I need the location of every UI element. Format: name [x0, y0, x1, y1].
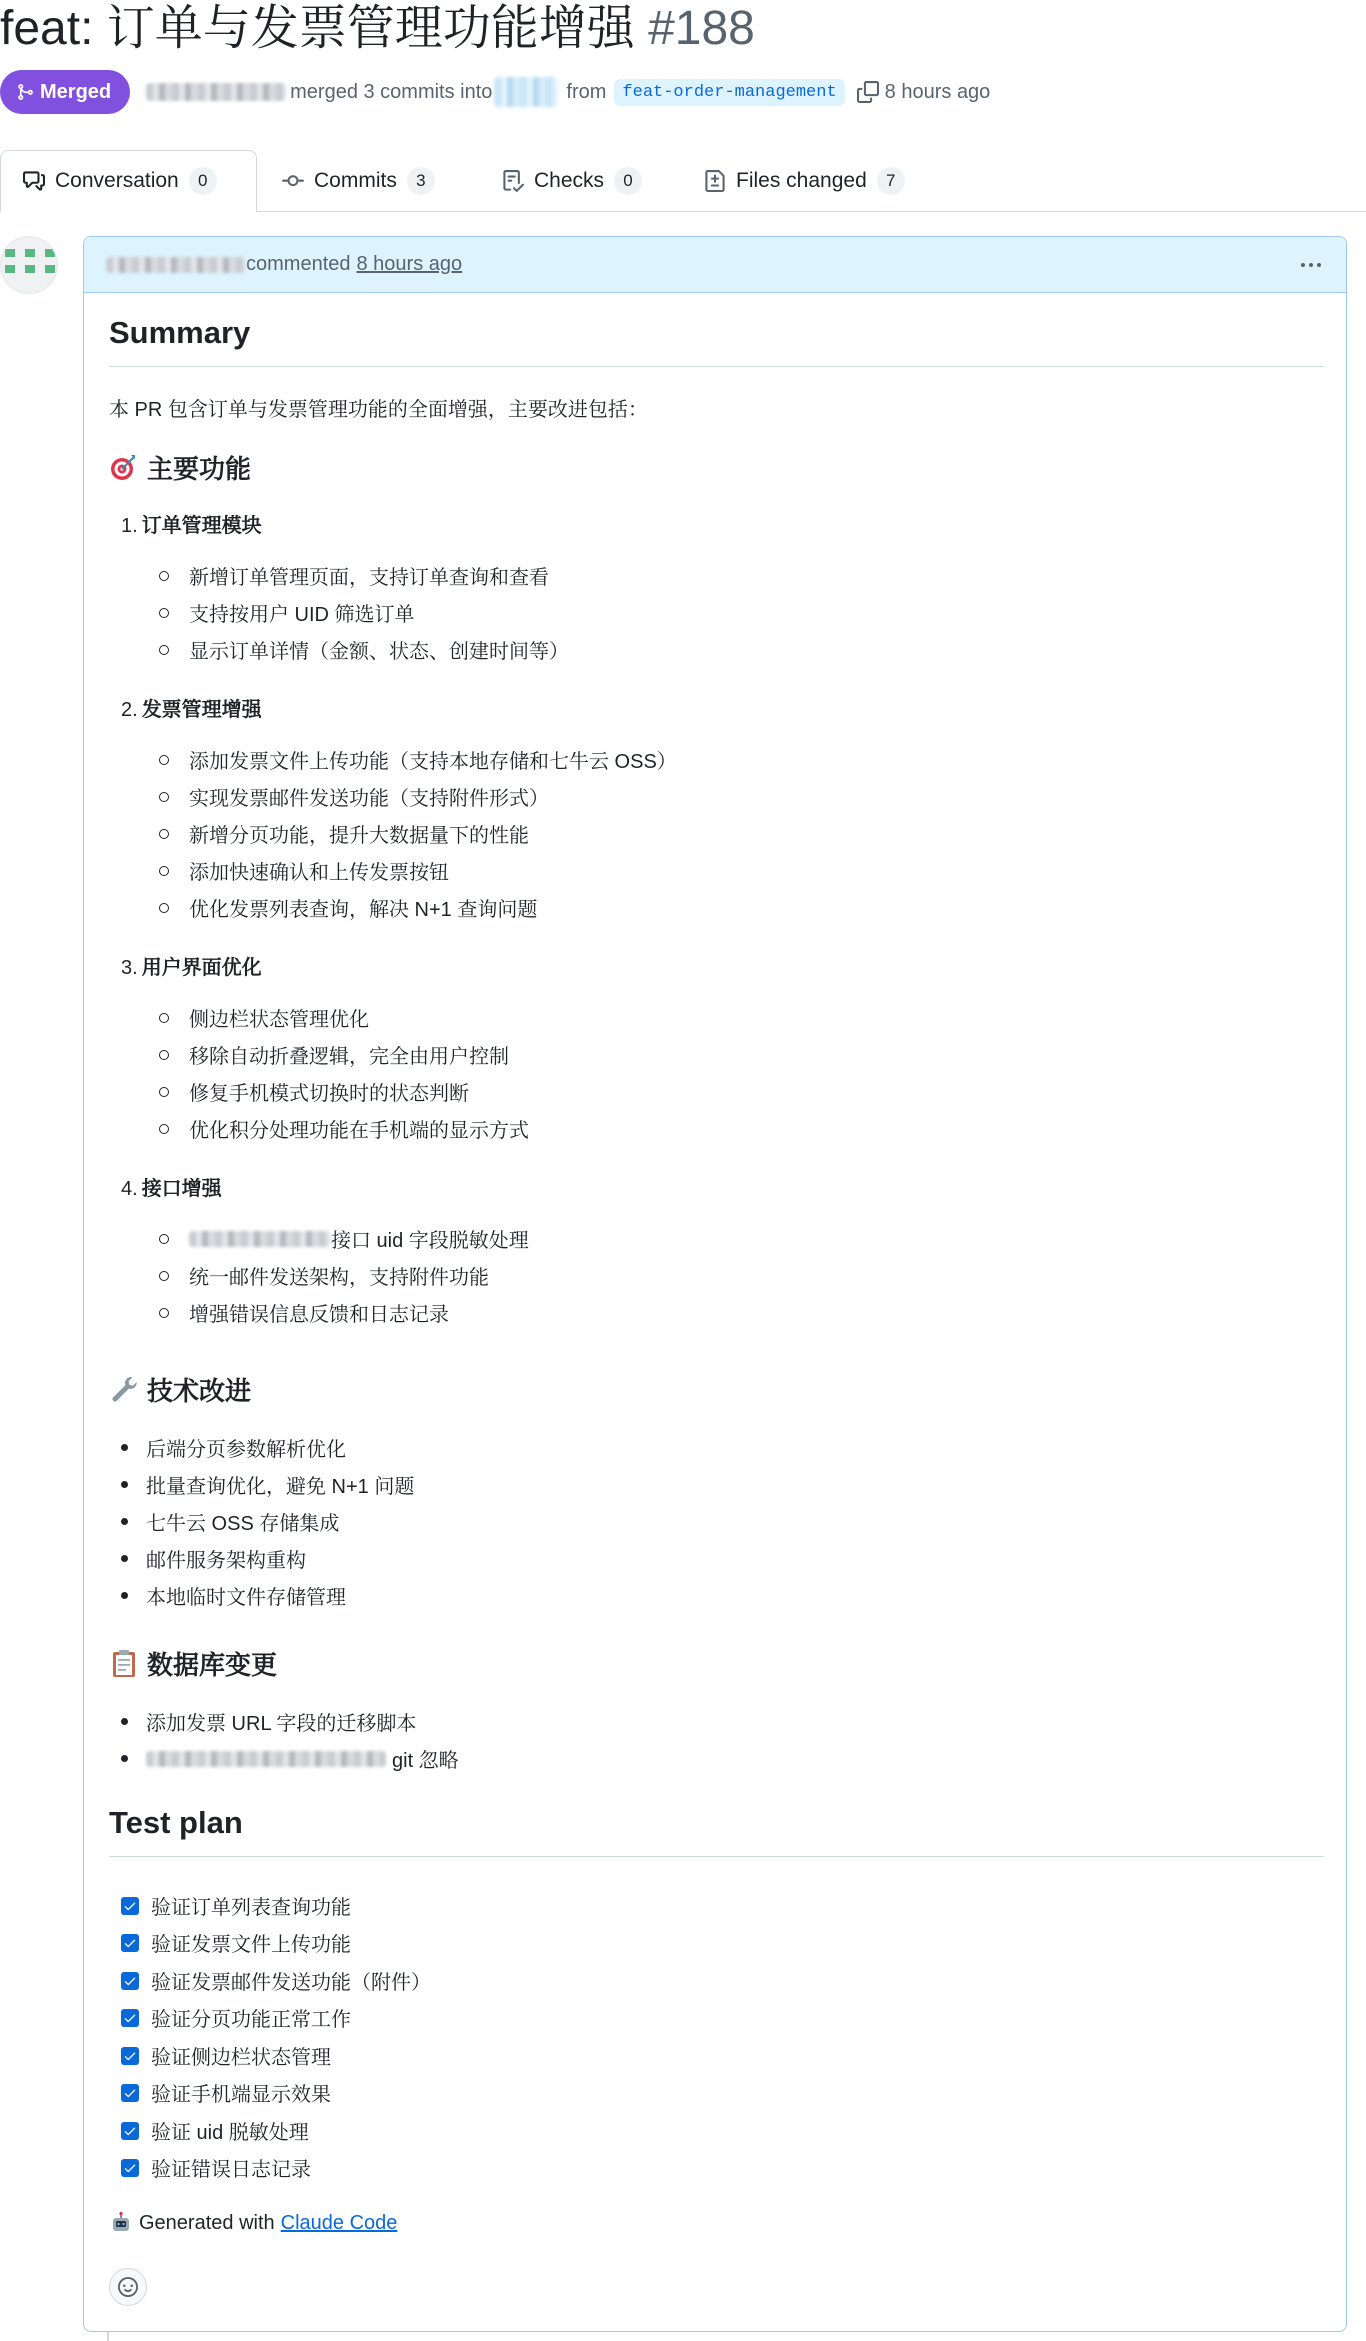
robot-emoji-icon — [109, 2211, 133, 2235]
checkbox-checked[interactable] — [121, 2047, 139, 2065]
pr-tabs — [0, 150, 1366, 212]
tab-conversation-label: Conversation — [55, 169, 179, 192]
task-label: 验证 uid 脱敏处理 — [151, 2122, 309, 2144]
list-item — [159, 1224, 529, 1253]
git-commit-icon — [282, 170, 304, 192]
pr-meta — [0, 70, 990, 114]
list-item: 增强错误信息反馈和日志记录 — [159, 1298, 449, 1327]
list-item: 新增分页功能，提升大数据量下的性能 — [159, 819, 529, 848]
tab-conversation[interactable] — [0, 150, 257, 213]
list-item-text: git 忽略 — [392, 1750, 459, 1772]
task-label: 验证侧边栏状态管理 — [151, 2047, 331, 2069]
task-label: 验证订单列表查询功能 — [151, 1897, 351, 1919]
list-item: 批量查询优化，避免 N+1 问题 — [121, 1470, 414, 1499]
section-2-title — [121, 693, 262, 722]
checkbox-checked[interactable] — [121, 1934, 139, 1952]
features-heading — [109, 449, 251, 485]
avatar[interactable] — [0, 236, 58, 294]
task-item — [121, 2078, 331, 2107]
db-heading-text: 数据库变更 — [147, 1649, 278, 1680]
from-text: from — [566, 80, 607, 103]
list-item: 七牛云 OSS 存储集成 — [121, 1507, 339, 1536]
comment-action: commented — [246, 253, 351, 275]
merged-status-badge — [0, 70, 130, 114]
pr-title-text: feat: 订单与发票管理功能增强 — [0, 2, 635, 55]
checklist-icon — [502, 170, 524, 192]
task-label: 验证发票邮件发送功能（附件） — [151, 1972, 431, 1994]
list-item: 修复手机模式切换时的状态判断 — [159, 1077, 469, 1106]
generated-with-line — [109, 2211, 397, 2235]
task-item — [121, 2116, 309, 2145]
pr-title — [0, 0, 755, 58]
list-item: 优化发票列表查询，解决 N+1 查询问题 — [159, 893, 537, 922]
list-item: 新增订单管理页面，支持订单查询和查看 — [159, 561, 549, 590]
list-item: 显示订单详情（金额、状态、创建时间等） — [159, 635, 569, 664]
section-3-title-text: 用户界面优化 — [141, 957, 262, 979]
list-item: 后端分页参数解析优化 — [121, 1433, 346, 1462]
tab-commits[interactable] — [260, 150, 457, 212]
pr-description-comment — [83, 236, 1347, 2332]
tab-commits-count: 3 — [407, 167, 435, 195]
author-name-redacted[interactable] — [146, 83, 286, 101]
list-item-text: 接口 uid 字段脱敏处理 — [331, 1230, 529, 1252]
section-1-number: 1. — [121, 515, 138, 537]
task-label: 验证错误日志记录 — [151, 2159, 311, 2181]
section-4-title-text: 接口增强 — [141, 1178, 222, 1200]
task-item — [121, 2003, 351, 2032]
task-item — [121, 1928, 351, 1957]
task-label: 验证发票文件上传功能 — [151, 1934, 351, 1956]
list-item: 支持按用户 UID 筛选订单 — [159, 598, 415, 627]
checkbox-checked[interactable] — [121, 1972, 139, 1990]
list-item — [121, 1744, 459, 1773]
list-item: 实现发票邮件发送功能（支持附件形式） — [159, 782, 549, 811]
checkbox-checked[interactable] — [121, 1897, 139, 1915]
section-1-title-text: 订单管理模块 — [141, 515, 262, 537]
section-3-number: 3. — [121, 957, 138, 979]
tab-files-changed-count: 7 — [877, 167, 905, 195]
direct-hit-emoji-icon — [109, 452, 139, 482]
task-item — [121, 2041, 331, 2070]
list-item: 添加发票 URL 字段的迁移脚本 — [121, 1707, 416, 1736]
tab-checks-count: 0 — [614, 167, 642, 195]
smiley-icon — [118, 2277, 138, 2297]
generated-prefix: Generated with — [139, 2211, 275, 2234]
merged-time: 8 hours ago — [884, 80, 991, 103]
list-item: 侧边栏状态管理优化 — [159, 1003, 369, 1032]
merged-commits-text: merged 3 commits into — [290, 80, 493, 103]
identicon-image — [1, 237, 58, 294]
list-item: 添加发票文件上传功能（支持本地存储和七牛云 OSS） — [159, 745, 677, 774]
list-item: 统一邮件发送架构，支持附件功能 — [159, 1261, 489, 1290]
tab-conversation-count: 0 — [189, 167, 217, 195]
wrench-emoji-icon — [109, 1374, 139, 1404]
section-3-title — [121, 951, 262, 980]
claude-code-link[interactable]: Claude Code — [280, 2211, 398, 2234]
db-heading — [109, 1645, 277, 1681]
clipboard-emoji-icon — [109, 1648, 139, 1678]
section-2-number: 2. — [121, 699, 138, 721]
list-item: 优化积分处理功能在手机端的显示方式 — [159, 1114, 529, 1143]
task-label: 验证手机端显示效果 — [151, 2084, 331, 2106]
file-diff-icon — [704, 170, 726, 192]
test-plan-heading: Test plan — [109, 1805, 1324, 1857]
features-heading-text: 主要功能 — [147, 453, 252, 484]
list-item: 移除自动折叠逻辑，完全由用户控制 — [159, 1040, 509, 1069]
comment-time-link[interactable]: 8 hours ago — [356, 253, 463, 275]
checkbox-checked[interactable] — [121, 2122, 139, 2140]
section-4-title — [121, 1172, 222, 1201]
checkbox-checked[interactable] — [121, 2084, 139, 2102]
tab-commits-label: Commits — [314, 169, 397, 192]
task-item — [121, 1966, 431, 1995]
pr-number: #188 — [648, 2, 755, 55]
commenter-name-redacted[interactable] — [106, 257, 246, 273]
summary-heading: Summary — [109, 315, 1324, 367]
tab-checks[interactable] — [480, 150, 664, 212]
git-merge-icon — [16, 83, 34, 101]
task-item — [121, 2153, 311, 2182]
checkbox-checked[interactable] — [121, 2009, 139, 2027]
list-item: 邮件服务架构重构 — [121, 1544, 306, 1573]
section-4-number: 4. — [121, 1178, 138, 1200]
redacted-text — [146, 1751, 386, 1767]
copy-icon[interactable] — [857, 81, 879, 103]
comment-discussion-icon — [23, 170, 45, 192]
comment-header — [84, 237, 1346, 293]
summary-intro: 本 PR 包含订单与发票管理功能的全面增强，主要改进包括： — [109, 399, 648, 421]
tech-heading — [109, 1371, 251, 1407]
tab-files-changed-label: Files changed — [736, 169, 867, 192]
add-reaction-button[interactable] — [109, 2268, 147, 2306]
checkbox-checked[interactable] — [121, 2159, 139, 2177]
base-branch-redacted[interactable] — [494, 77, 558, 107]
task-label: 验证分页功能正常工作 — [151, 2009, 351, 2031]
tech-heading-text: 技术改进 — [147, 1375, 252, 1406]
kebab-horizontal-icon[interactable] — [1296, 251, 1326, 279]
task-item — [121, 1891, 351, 1920]
merged-status-label: Merged — [40, 80, 112, 103]
list-item: 添加快速确认和上传发票按钮 — [159, 856, 449, 885]
tab-files-changed[interactable] — [682, 150, 927, 212]
tab-checks-label: Checks — [534, 169, 605, 192]
head-branch[interactable]: feat-order-management — [614, 79, 844, 106]
section-1-title — [121, 509, 262, 538]
section-2-title-text: 发票管理增强 — [141, 699, 262, 721]
redacted-text — [189, 1231, 331, 1247]
list-item: 本地临时文件存储管理 — [121, 1581, 346, 1610]
